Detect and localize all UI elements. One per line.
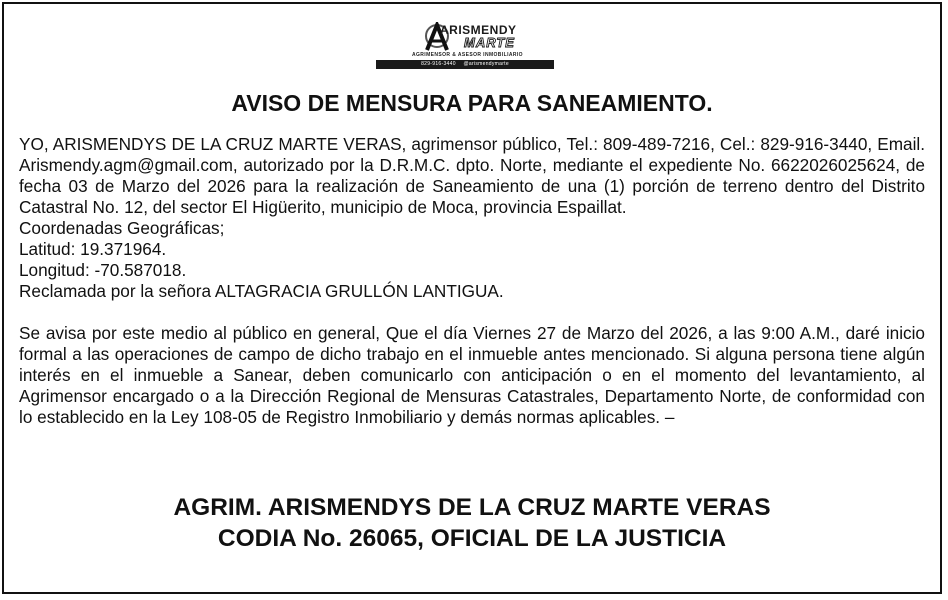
- signature-name: AGRIM. ARISMENDYS DE LA CRUZ MARTE VERAS: [173, 494, 771, 521]
- logo-name: ARISMENDY: [440, 23, 517, 37]
- logo-social: @arismendymarte: [463, 61, 509, 67]
- claimant-line: Reclamada por la señora ALTAGRACIA GRULLÓN LANTIGUA.: [19, 281, 504, 301]
- intro-paragraph: YO, ARISMENDYS DE LA CRUZ MARTE VERAS, agrimensor público, Tel.: 809-489-7216, Cel.: 829-916-3440, Email. Arismendy.agm@gmail.com, autorizado por la D.R.M.C. dpto. Norte, mediante el expediente No. 6622026025624, de fecha 03 de Marzo del 2026 para la realización de Saneamiento de una (1) porción de terreno dentro del Distrito Catastral No. 12, del sector El Higüerito, municipio de Moca, provincia Espaillat.: [19, 134, 925, 217]
- longitude-line: Longitud: -70.587018.: [19, 260, 187, 280]
- notice-title: AVISO DE MENSURA PARA SANEAMIENTO.: [231, 90, 713, 116]
- logo-tagline: AGRIMENSOR & ASESOR INMOBILIARIO: [412, 52, 523, 58]
- logo-subname: MARTE: [464, 35, 515, 50]
- company-logo: [376, 22, 554, 70]
- notice-body: [19, 134, 925, 428]
- signature-block: [4, 492, 940, 554]
- signature-credentials: CODIA No. 26065, OFICIAL DE LA JUSTICIA: [217, 525, 727, 552]
- logo-contact-bar: [376, 60, 554, 69]
- coordinates-heading: Coordenadas Geográficas;: [19, 218, 225, 238]
- logo-phone: 829-916-3440: [421, 61, 456, 67]
- announcement-paragraph: Se avisa por este medio al público en general, Que el día Viernes 27 de Marzo del 2026, a las 9:00 A.M., daré inicio formal a las operaciones de campo de dicho trabajo en el inmueble antes mencionado. Si alguna persona tiene algún interés en el inmueble a Sanear, deben comunicarlo con anticipación o en el momento del levantamiento, al Agrimensor encargado o a la Dirección Regional de Mensuras Catastrales, Departamento Norte, de conformidad con lo establecido en la Ley 108-05 de Registro Inmobiliario y demás normas aplicables. –: [19, 323, 925, 427]
- latitude-line: Latitud: 19.371964.: [19, 239, 167, 259]
- paragraph-spacer: [19, 302, 925, 323]
- notice-frame: [2, 2, 942, 594]
